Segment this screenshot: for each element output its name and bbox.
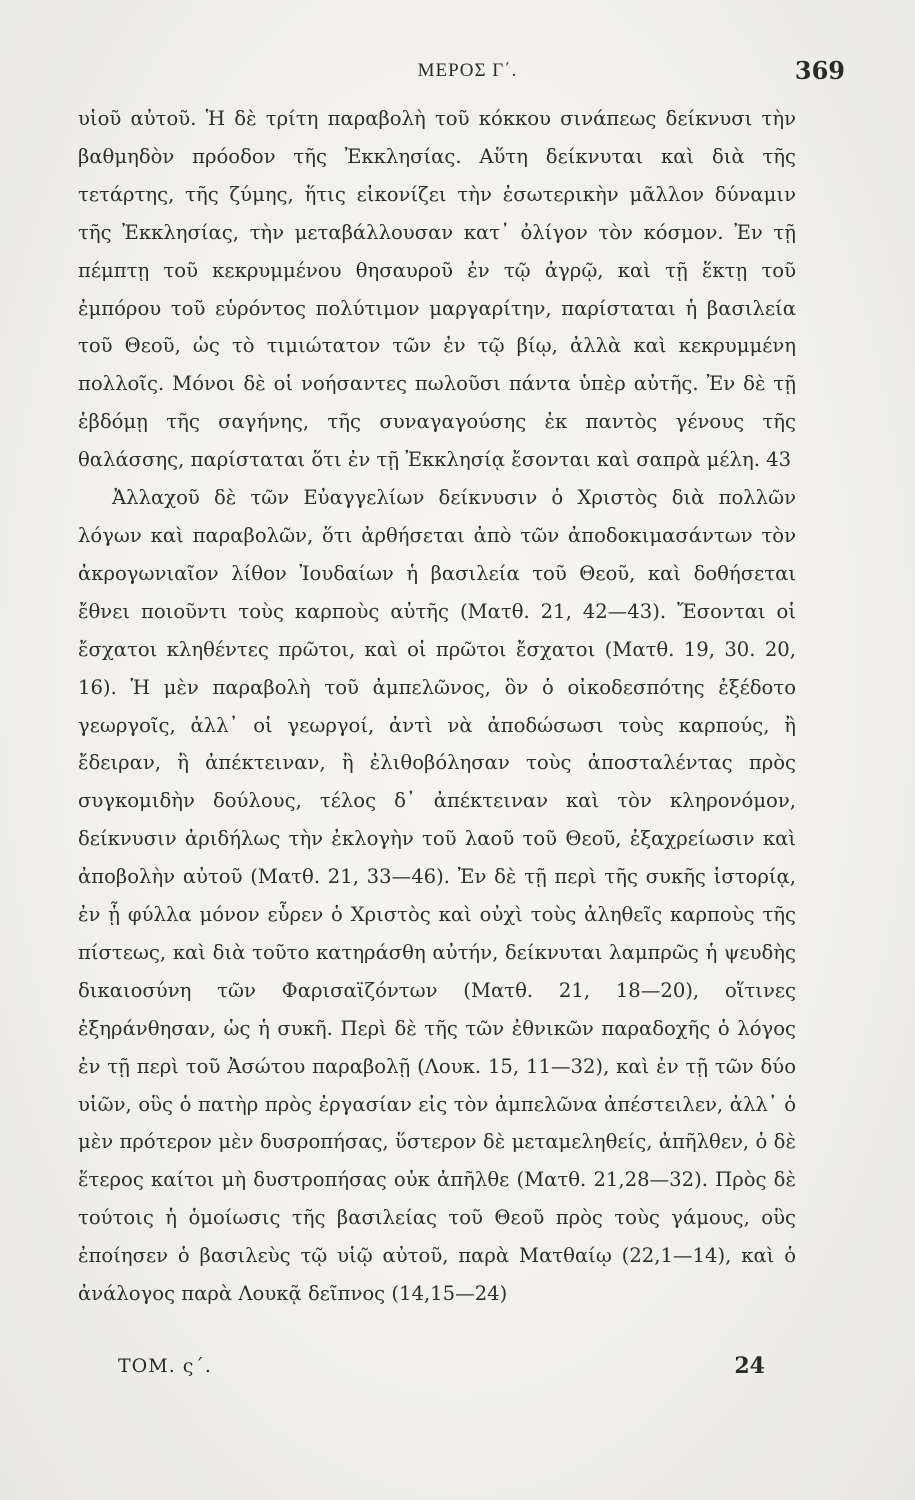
running-title: ΜΕΡΟΣ Γ΄. bbox=[417, 60, 518, 81]
paragraph-1: υἱοῦ αὐτοῦ. Ἡ δὲ τρίτη παραβολὴ τοῦ κόκκου σινάπεως δείκνυσι τὴν βαθμηδὸν πρόοδον τῆς Ἐκκλησίας. Αὕτη δείκνυται καὶ διὰ τῆς τετάρτης, τῆς ζύμης, ἥτις εἰκονίζει τὴν ἐσωτερικὴν μᾶλλον δύναμιν τῆς Ἐκκλησίας, τὴν μεταβάλλουσαν κατ᾽ ὀλίγον τὸν κόσμον. Ἐν τῇ πέμπτῃ τοῦ κεκρυμμένου θησαυροῦ ἐν τῷ ἀγρῷ, καὶ τῇ ἕκτῃ τοῦ ἐμπόρου τοῦ εὑρόντος πολύτιμον μαργαρίτην, παρίσταται ἡ βασιλεία τοῦ Θεοῦ, ὡς τὸ τιμιώτατον τῶν ἐν τῷ βίῳ, ἀλλὰ καὶ κεκρυμμένη πολλοῖς. Μόνοι δὲ οἱ νοήσαντες πωλοῦσι πάντα ὑπὲρ αὐτῆς. Ἐν δὲ τῇ ἑβδόμῃ τῆς σαγήνης, τῆς συναγαγούσης ἐκ παντὸς γένους τῆς θαλάσσης, παρίσταται ὅτι ἐν τῇ Ἐκκλησίᾳ ἔσονται καὶ σαπρὰ μέλη. 43 bbox=[78, 107, 796, 472]
page-header bbox=[80, 58, 855, 92]
signature-mark: 24 bbox=[734, 1353, 765, 1379]
body-text bbox=[78, 100, 796, 1313]
page-footer bbox=[118, 1355, 765, 1395]
volume-mark: ΤΟΜ. ς΄. bbox=[118, 1355, 212, 1377]
page-number: 369 bbox=[794, 56, 845, 85]
paragraph-2: Ἀλλαχοῦ δὲ τῶν Εὐαγγελίων δείκνυσιν ὁ Χριστὸς διὰ πολλῶν λόγων καὶ παραβολῶν, ὅτι ἀρθήσεται ἀπὸ τῶν ἀποδοκιμασάντων τὸν ἀκρογωνιαῖον λίθον Ἰουδαίων ἡ βασιλεία τοῦ Θεοῦ, καὶ δοθήσεται ἔθνει ποιοῦντι τοὺς καρποὺς αὐτῆς (Ματθ. 21, 42—43). Ἔσονται οἱ ἔσχατοι κληθέντες πρῶτοι, καὶ οἱ πρῶτοι ἔσχατοι (Ματθ. 19, 30. 20, 16). Ἡ μὲν παραβολὴ τοῦ ἀμπελῶνος, ὃν ὁ οἰκοδεσπότης ἐξέδοτο γεωργοῖς, ἀλλ᾽ οἱ γεωργοί, ἀντὶ νὰ ἀποδώσωσι τοὺς καρπούς, ἢ ἔδειραν, ἢ ἀπέκτειναν, ἢ ἐλιθοβόλησαν τοὺς ἀποσταλέντας πρὸς συγκομιδὴν δούλους, τέλος δ᾽ ἀπέκτειναν καὶ τὸν κληρονόμον, δείκνυσιν ἀριδήλως τὴν ἐκλογὴν τοῦ λαοῦ τοῦ Θεοῦ, ἐξαχρείωσιν καὶ ἀποβολὴν αὐτοῦ (Ματθ. 21, 33—46). Ἐν δὲ τῇ περὶ τῆς συκῆς ἱστορίᾳ, ἐν ᾗ φύλλα μόνον εὗρεν ὁ Χριστὸς καὶ οὐχὶ τοὺς ἀληθεῖς καρποὺς τῆς πίστεως, καὶ διὰ τοῦτο κατηράσθη αὐτήν, δείκνυται λαμπρῶς ἡ ψευδὴς δικαιοσύνη τῶν Φαρισαϊζόντων (Ματθ. 21, 18—20), οἵτινες ἐξηράνθησαν, ὡς ἡ συκῆ. Περὶ δὲ τῆς τῶν ἐθνικῶν παραδοχῆς ὁ λόγος ἐν τῇ περὶ τοῦ Ἀσώτου παραβολῇ (Λουκ. 15, 11—32), καὶ ἐν τῇ τῶν δύο υἱῶν, οὓς ὁ πατὴρ πρὸς ἐργασίαν εἰς τὸν ἀμπελῶνα ἀπέστειλεν, ἀλλ᾽ ὁ μὲν πρότερον μὲν δυσροπήσας, ὕστερον δὲ μεταμεληθείς, ἀπῆλθεν, ὁ δὲ ἕτερος καίτοι μὴ δυστροπήσας οὐκ ἀπῆλθε (Ματθ. 21,28—32). Πρὸς δὲ τούτοις ἡ ὁμοίωσις τῆς βασιλείας τοῦ Θεοῦ πρὸς τοὺς γάμους, οὓς ἐποίησεν ὁ βασιλεὺς τῷ υἱῷ αὐτοῦ, παρὰ Ματθαίῳ (22,1—14), καὶ ὁ ἀνάλογος παρὰ Λουκᾷ δεῖπνος (14,15—24) bbox=[78, 486, 796, 1306]
